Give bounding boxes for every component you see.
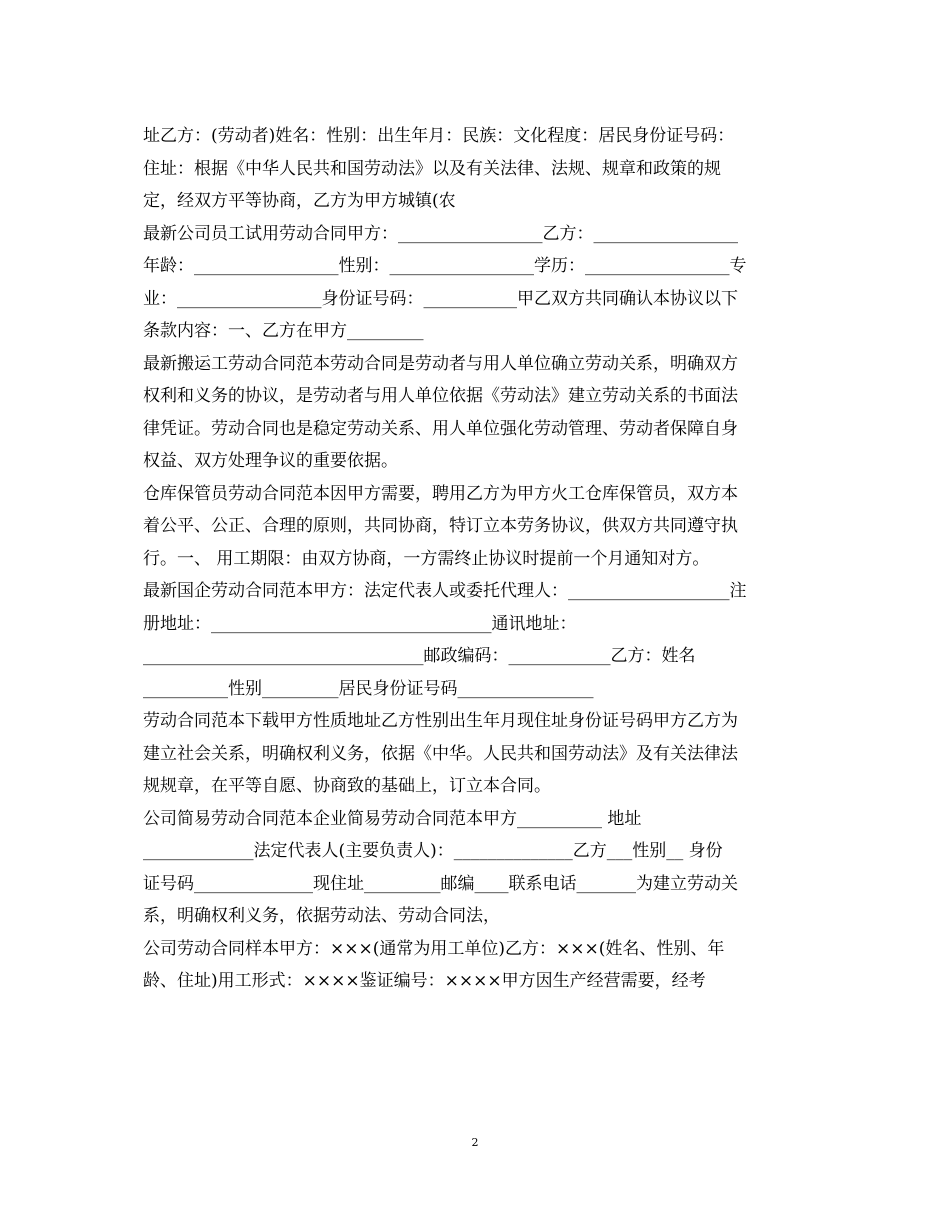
text-line: 律凭证。劳动合同也是稳定劳动关系、用人单位强化劳动管理、劳动者保障自身 — [143, 418, 738, 439]
text-line: 证号码______________现住址_________邮编____联系电话_______为建立劳动关 — [143, 873, 738, 894]
text-line: 址乙方：(劳动者)姓名：性别：出生年月：民族：文化程度：居民身份证号码： — [143, 126, 735, 146]
text-line: 权益、双方处理争议的重要依据。 — [143, 451, 398, 471]
text-line: 规规章，在平等自愿、协商致的基础上，订立本合同。 — [143, 776, 551, 796]
text-line: __________性别_________居民身份证号码________________ — [143, 678, 594, 699]
text-line: 最新搬运工劳动合同范本劳动合同是劳动者与用人单位确立劳动关系，明确双方 — [143, 353, 738, 374]
text-line: 最新公司员工试用劳动合同甲方：_________________乙方：_________________ — [143, 223, 738, 244]
text-line: 册地址：_________________________________通讯地址： — [143, 613, 577, 634]
text-line: 条款内容：一、乙方在甲方_________ — [143, 321, 424, 341]
text-line: 行。一、 用工期限：由双方协商，一方需终止协议时提前一个月通知对方。 — [143, 548, 710, 569]
text-line: 公司劳动合同样本甲方：×××(通常为用工单位)乙方：×××(姓名、性别、年 — [143, 938, 725, 959]
text-line: 公司简易劳动合同范本企业简易劳动合同范本甲方__________ 地址 — [143, 808, 642, 829]
text-line: 仓库保管员劳动合同范本因甲方需要，聘用乙方为甲方火工仓库保管员，双方本 — [143, 483, 738, 504]
text-line: 年龄：_________________性别：_________________学历：_________________专 — [143, 256, 747, 276]
document-body — [143, 120, 807, 998]
text-line: 系，明确权利义务，依据劳动法、劳动合同法， — [143, 906, 500, 926]
text-line: 着公平、公正、合理的原则，共同协商，特订立本劳务协议，供双方共同遵守执 — [143, 516, 738, 536]
text-line: 建立社会关系，明确权利义务，依据《中华。人民共和国劳动法》及有关法律法 — [143, 743, 738, 764]
text-line: 最新国企劳动合同范本甲方：法定代表人或委托代理人：___________________注 — [143, 581, 747, 601]
text-line: _________________________________邮政编码：____________乙方：姓名 — [143, 646, 696, 666]
text-line: 龄、住址)用工形式：××××鉴证编号：××××甲方因生产经营需要，经考 — [143, 971, 706, 991]
text-line: 住址：根据《中华人民共和国劳动法》以及有关法律、法规、规章和政策的规 — [143, 158, 721, 179]
text-line: _____________法定代表人(主要负责人)：______________乙方___性别__ 身份 — [143, 841, 723, 861]
text-line: 权利和义务的协议，是劳动者与用人单位依据《劳动法》建立劳动关系的书面法 — [143, 386, 738, 406]
text-line: 业：_________________身份证号码：___________甲乙双方共同确认本协议以下 — [143, 288, 738, 309]
text-line: 定，经双方平等协商，乙方为甲方城镇(农 — [143, 191, 456, 211]
text-line: 劳动合同范本下载甲方性质地址乙方性别出生年月现住址身份证号码甲方乙方为 — [143, 711, 738, 731]
page-number: 2 — [471, 1136, 479, 1149]
